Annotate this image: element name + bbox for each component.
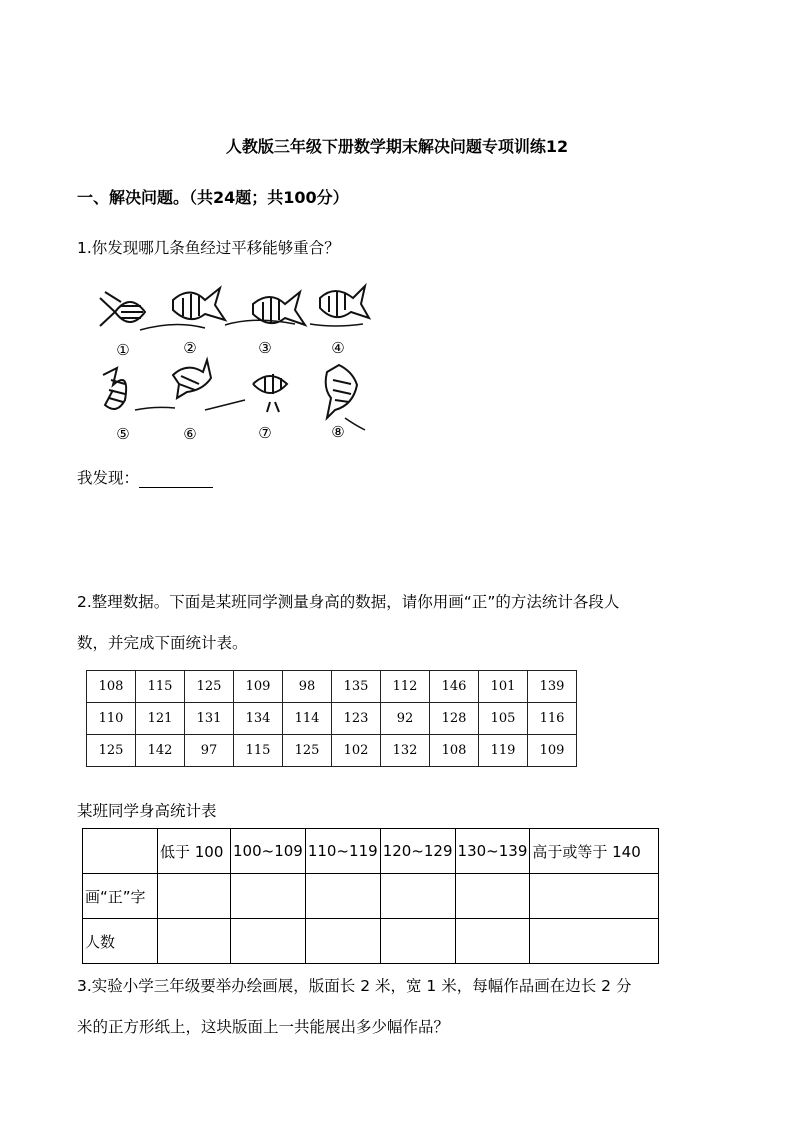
input-cell[interactable]: [530, 919, 659, 964]
page-title: 人教版三年级下册数学期末解决问题专项训练12: [225, 137, 569, 156]
row-label: 画“正”字: [83, 874, 158, 919]
fish-7-image: [253, 374, 287, 412]
data-cell: 114: [283, 703, 332, 735]
input-cell[interactable]: [380, 919, 455, 964]
table-row: [87, 735, 577, 767]
data-cell: 112: [381, 671, 430, 703]
section-heading: 一、解决问题。（共24题；共100分）: [77, 188, 349, 207]
input-cell[interactable]: [305, 919, 380, 964]
data-cell: 115: [136, 671, 185, 703]
fish-label-5: ⑤: [116, 425, 130, 443]
data-cell: 105: [479, 703, 528, 735]
data-cell: 132: [381, 735, 430, 767]
fish-label-2: ②: [183, 339, 197, 357]
data-cell: 134: [234, 703, 283, 735]
header-cell: 低于 100: [158, 829, 231, 874]
input-cell[interactable]: [231, 874, 306, 919]
data-cell: 98: [283, 671, 332, 703]
header-cell: [83, 829, 158, 874]
data-cell: 139: [528, 671, 577, 703]
data-cell: 92: [381, 703, 430, 735]
fish-label-6: ⑥: [183, 425, 197, 443]
data-cell: 125: [87, 735, 136, 767]
question-3-line-2: 米的正方形纸上，这块版面上一共能展出多少幅作品？: [77, 1018, 450, 1036]
row-label: 人数: [83, 919, 158, 964]
data-cell: 135: [332, 671, 381, 703]
table-row: [87, 703, 577, 735]
data-cell: 109: [234, 671, 283, 703]
fish-1-image: [100, 292, 145, 326]
data-cell: 146: [430, 671, 479, 703]
input-cell[interactable]: [158, 874, 231, 919]
answer-blank[interactable]: [139, 471, 213, 488]
fish-2-image: [173, 288, 225, 320]
answer-prefix: 我发现：: [77, 469, 140, 487]
data-cell: 125: [185, 671, 234, 703]
data-cell: 109: [528, 735, 577, 767]
data-cell: 123: [332, 703, 381, 735]
fish-label-1: ①: [116, 341, 130, 359]
header-cell: 130~139: [455, 829, 530, 874]
table-caption: 某班同学身高统计表: [77, 802, 217, 820]
fish-4-image: [320, 286, 369, 318]
data-cell: 97: [185, 735, 234, 767]
question-3-line-1: 3.实验小学三年级要举办绘画展，版面长 2 米，宽 1 米，每幅作品画在边长 2 分: [77, 977, 632, 995]
data-cell: 125: [283, 735, 332, 767]
fish-label-8: ⑧: [331, 423, 345, 441]
answer-line: [77, 466, 213, 488]
data-cell: 121: [136, 703, 185, 735]
fish-5-image: [103, 368, 126, 409]
data-cell: 108: [87, 671, 136, 703]
fish-label-3: ③: [258, 339, 272, 357]
table-header-row: [83, 829, 659, 874]
data-cell: 110: [87, 703, 136, 735]
question-2-line-1: 2.整理数据。下面是某班同学测量身高的数据，请你用画“正”的方法统计各段人: [77, 593, 620, 611]
height-stat-table: [82, 828, 659, 964]
data-cell: 102: [332, 735, 381, 767]
fish-label-7: ⑦: [258, 424, 272, 442]
input-cell[interactable]: [530, 874, 659, 919]
table-row: [83, 919, 659, 964]
data-cell: 142: [136, 735, 185, 767]
fish-8-image: [326, 365, 357, 418]
data-cell: 101: [479, 671, 528, 703]
question-1: 1.你发现哪几条鱼经过平移能够重合？: [77, 239, 340, 257]
table-row: [83, 874, 659, 919]
table-row: [87, 671, 577, 703]
header-cell: 120~129: [380, 829, 455, 874]
header-cell: 110~119: [305, 829, 380, 874]
input-cell[interactable]: [455, 874, 530, 919]
input-cell[interactable]: [158, 919, 231, 964]
input-cell[interactable]: [231, 919, 306, 964]
data-cell: 115: [234, 735, 283, 767]
input-cell[interactable]: [455, 919, 530, 964]
data-cell: 119: [479, 735, 528, 767]
fish-6-image: [173, 360, 211, 398]
input-cell[interactable]: [380, 874, 455, 919]
data-cell: 131: [185, 703, 234, 735]
data-cell: 108: [430, 735, 479, 767]
data-cell: 128: [430, 703, 479, 735]
fish-label-4: ④: [331, 339, 345, 357]
header-cell: 100~109: [231, 829, 306, 874]
question-2-line-2: 数，并完成下面统计表。: [77, 634, 248, 652]
fish-figure: [95, 280, 375, 450]
header-cell: 高于或等于 140: [530, 829, 659, 874]
height-data-table: [86, 670, 577, 767]
data-cell: 116: [528, 703, 577, 735]
input-cell[interactable]: [305, 874, 380, 919]
